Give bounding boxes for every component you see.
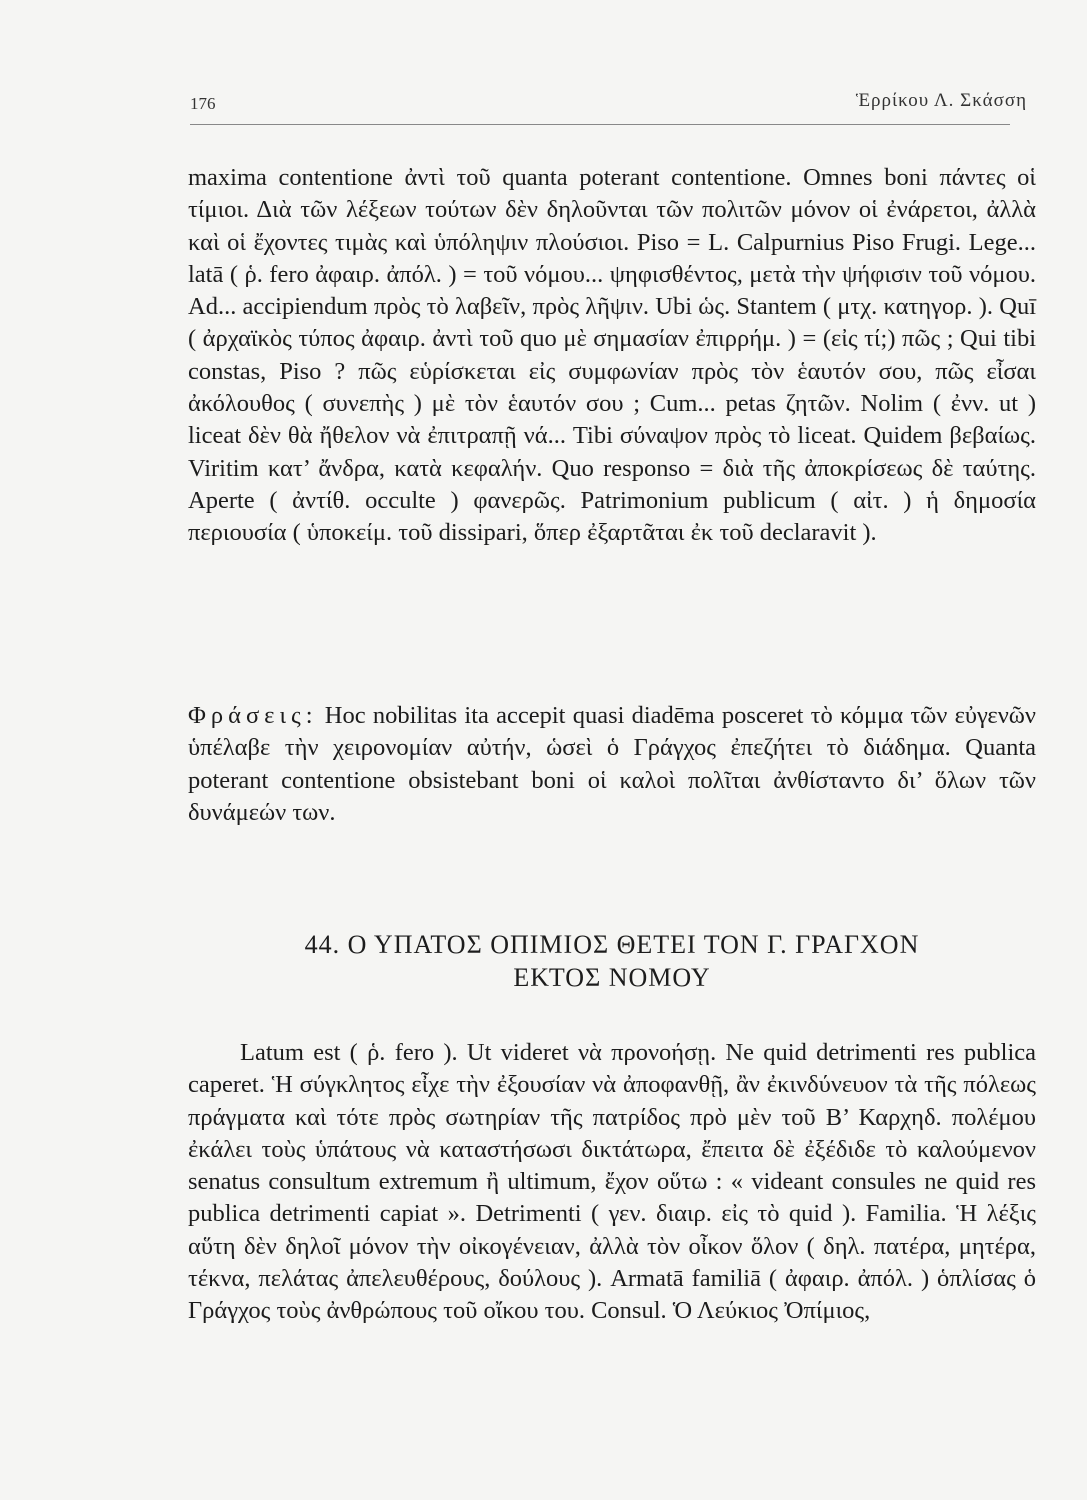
section-heading-line-2: ΕΚΤΟΣ ΝΟΜΟΥ xyxy=(513,963,711,992)
section-notes-paragraph: Latum est ( ῥ. fero ). Ut videret νὰ προνοήσῃ. Ne quid detrimenti res publica caperet. Ἡ σύγκλητος εἶχε τὴν ἐξουσίαν νὰ ἀποφανθῇ, ἂν ἐκινδύνευον τὰ τῆς πόλεως πράγματα καὶ τότε πρὸς σωτηρίαν τῆς πατρίδος πρὸ μὲν τοῦ Β’ Καρχηδ. πολέμου ἐκάλει τοὺς ὑπάτους νὰ καταστήσωσι δικτάτωρα, ἔπειτα δὲ ἐξέδιδε τὸ καλούμενον senatus consultum extremum ἢ ultimum, ἔχον οὕτω : « videant consules ne quid res publica detrimenti capiat ». Detrimenti ( γεν. διαιρ. εἰς τὸ quid ). Familia. Ἡ λέξις αὕτη δὲν δηλοῖ μόνον τὴν οἰκογένειαν, ἀλλὰ τὸν οἶκον ὅλον ( δηλ. πατέρα, μητέρα, τέκνα, πελάτας ἀπελευθέρους, δούλους ). Armatā familiā ( ἀφαιρ. ἀπόλ. ) ὁπλίσας ὁ Γράγχος τοὺς ἀνθρώπους τοῦ οἴκου του. Consul. Ὁ Λεύκιος Ὀπίμιος, xyxy=(188,1039,1036,1325)
page-header xyxy=(190,86,1035,126)
phrases-paragraph xyxy=(188,700,1036,829)
commentary-notes-block xyxy=(188,162,1036,550)
page-number: 176 xyxy=(190,94,216,113)
section-notes-block xyxy=(188,1037,1036,1328)
section-heading xyxy=(188,928,1036,994)
running-head: Ἑρρίκου Λ. Σκάσση xyxy=(855,90,1027,111)
phrases-block xyxy=(188,700,1036,829)
section-heading-line-1: 44. Ο ΥΠΑΤΟΣ ΟΠΙΜΙΟΣ ΘΕΤΕΙ ΤΟΝ Γ. ΓΡΑΓΧΟΝ xyxy=(304,930,920,959)
phrases-label: Φράσεις: xyxy=(188,702,318,729)
commentary-paragraph: maxima contentione ἀντὶ τοῦ quanta poterant contentione. Omnes boni πάντες οἱ τίμιοι. Διὰ τῶν λέξεων τούτων δὲν δηλοῦνται τῶν πολιτῶν μόνον οἱ ἐνάρετοι, ἀλλὰ καὶ οἱ ἔχοντες τιμὰς καὶ ὑπόληψιν πλούσιοι. Piso = L. Calpurnius Piso Frugi. Lege... latā ( ῥ. fero ἀφαιρ. ἀπόλ. ) = τοῦ νόμου... ψηφισθέντος, μετὰ τὴν ψήφισιν τοῦ νόμου. Ad... accipiendum πρὸς τὸ λαβεῖν, πρὸς λῆψιν. Ubi ὡς. Stantem ( μτχ. κατηγορ. ). Quī ( ἀρχαϊκὸς τύπος ἀφαιρ. ἀντὶ τοῦ quo μὲ σημασίαν ἐπιρρήμ. ) = (εἰς τί;) πῶς ; Qui tibi constas, Piso ? πῶς εὑρίσκεται εἰς συμφωνίαν πρὸς τὸν ἑαυτόν σου, πῶς εἶσαι ἀκόλουθος ( συνεπὴς ) μὲ τὸν ἑαυτόν σου ; Cum... petas ζητῶν. Nolim ( ἐνν. ut ) liceat δὲν θὰ ἤθελον νὰ ἐπιτραπῇ νά... Tibi σύναψον πρὸς τὸ liceat. Quidem βεβαίως. Viritim κατ’ ἄνδρα, κατὰ κεφαλήν. Quo responso = διὰ τῆς ἀποκρίσεως δὲ ταύτης. Aperte ( ἀντίθ. occulte ) φανερῶς. Patrimonium publicum ( αἰτ. ) ἡ δημοσία περιουσία ( ὑποκείμ. τοῦ dissipari, ὅπερ ἐξαρτᾶται ἐκ τοῦ declaravit ). xyxy=(188,164,1036,547)
phrases-text: Hoc nobilitas ita accepit quasi diadēma posceret τὸ κόμμα τῶν εὐγενῶν ὑπέλαβε τὴν χειρονομίαν αὐτήν, ὡσεὶ ὁ Γράγχος ἐπεζήτει τὸ διάδημα. Quanta poterant contentione obsistebant boni οἱ καλοὶ πολῖται ἀνθίσταντο δι’ ὅλων τῶν δυνάμεών των. xyxy=(188,702,1036,826)
header-rule xyxy=(190,124,1010,125)
